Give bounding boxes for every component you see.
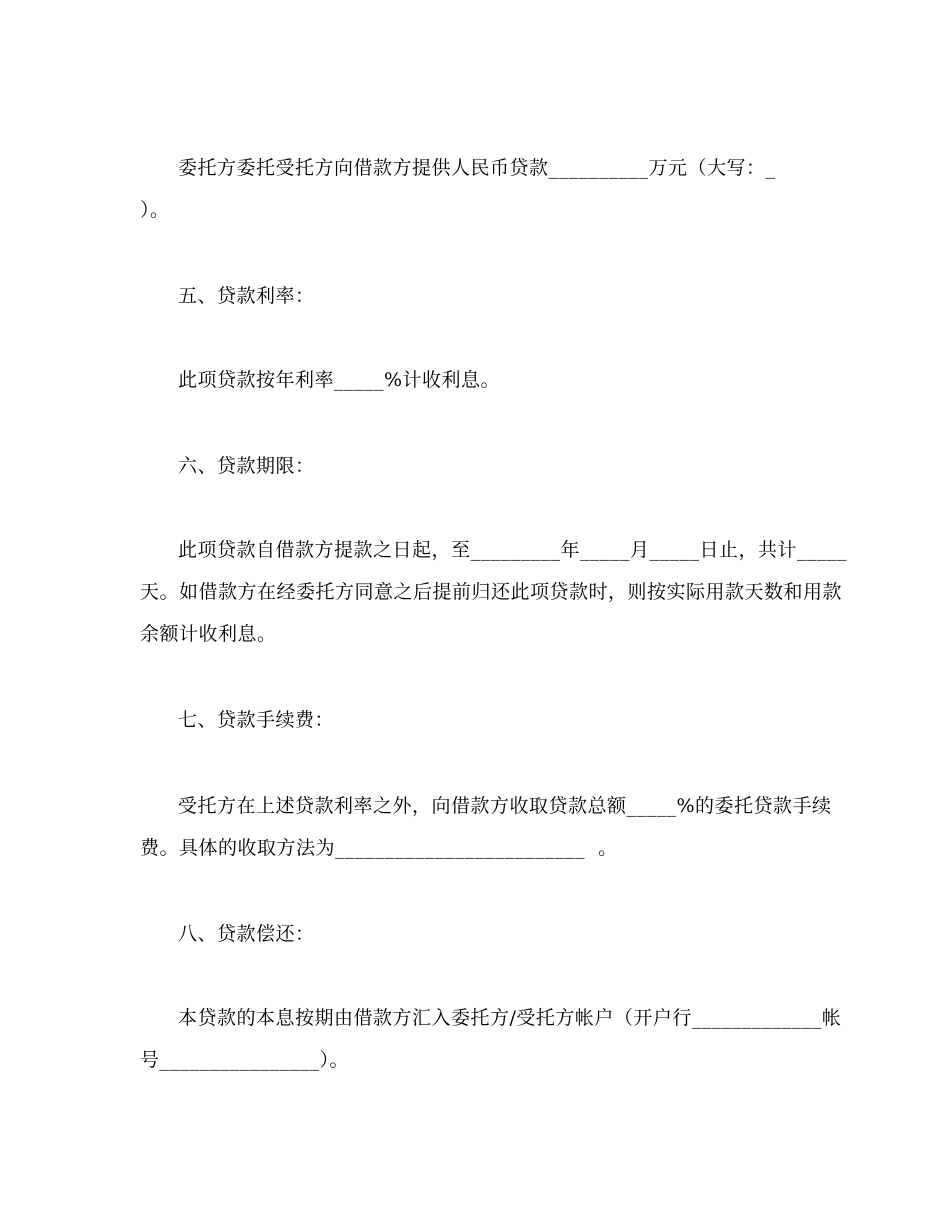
paragraph-loan-term-line-3: 余额计收利息。 <box>140 623 277 645</box>
paragraph-loan-fee-line-1: 受托方在上述贷款利率之外，向借款方收取贷款总额_____%的委托贷款手续 <box>178 795 832 817</box>
paragraph-loan-term-line-1: 此项贷款自借款方提款之日起，至_________年_____月_____日止，共计_____ <box>178 539 848 561</box>
paragraph-repayment-line-1: 本贷款的本息按期由借款方汇入委托方/受托方帐户（开户行_____________帐 <box>178 1007 842 1029</box>
heading-loan-fee: 七、贷款手续费： <box>178 709 335 731</box>
heading-loan-repayment: 八、贷款偿还： <box>178 923 315 945</box>
paragraph-interest-rate: 此项贷款按年利率_____%计收利息。 <box>178 369 501 391</box>
paragraph-loan-fee-line-2: 费。具体的收取方法为_________________________ 。 <box>140 837 618 859</box>
paragraph-loan-term-line-2: 天。如借款方在经委托方同意之后提前归还此项贷款时，则按实际用款天数和用款 <box>140 581 843 603</box>
paragraph-entrust-amount-line-1: 委托方委托受托方向借款方提供人民币贷款__________万元（大写：_ <box>178 157 776 179</box>
paragraph-repayment-line-2: 号________________）。 <box>140 1049 350 1071</box>
paragraph-entrust-amount-line-2: ）。 <box>140 199 170 221</box>
heading-loan-interest-rate: 五、贷款利率： <box>178 285 315 307</box>
heading-loan-term: 六、贷款期限： <box>178 455 315 477</box>
